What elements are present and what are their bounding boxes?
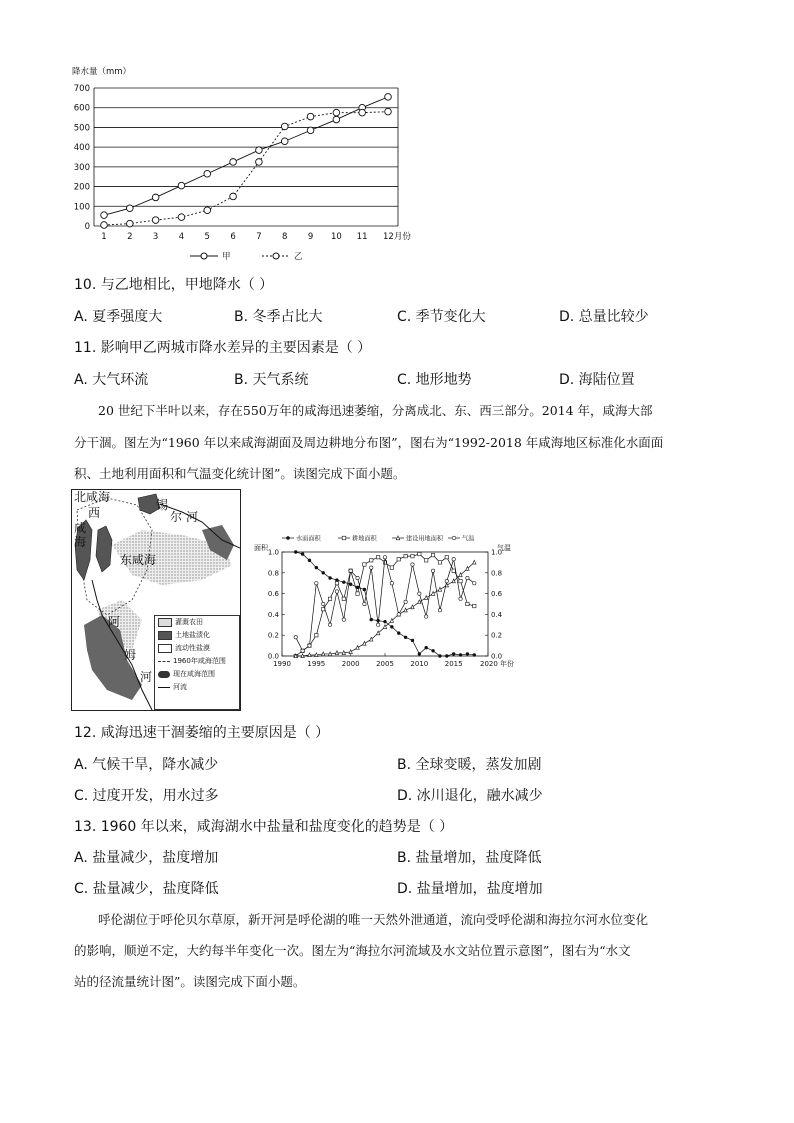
data-point: [204, 207, 211, 214]
y-tick-label: 600: [73, 103, 90, 114]
x-tick-label: 4: [178, 232, 185, 242]
river-line-icon: [158, 687, 170, 688]
data-point: [127, 220, 134, 227]
passage-2-line-1: 呼伦湖位于呼伦贝尔草原，新开河是呼伦湖的唯一天然外泄通道，流向受呼伦湖和海拉尔河水位变化: [98, 912, 649, 927]
y-tick-label: 700: [73, 84, 90, 94]
question-11: 11. 影响甲乙两城市降水差异的主要因素是（ ）: [74, 340, 372, 356]
data-point: [281, 123, 288, 130]
precipitation-chart-svg: [60, 62, 420, 267]
q11-option-b[interactable]: B. 天气系统: [234, 372, 309, 388]
data-point: [342, 597, 345, 600]
data-point: [431, 649, 434, 652]
data-point: [363, 588, 366, 591]
legend-river: 河流: [155, 681, 239, 694]
data-point: [425, 596, 428, 600]
data-point: [370, 618, 373, 621]
data-point: [322, 602, 325, 605]
data-point: [404, 636, 407, 639]
passage-1-line-3: 积、土地利用面积和气温变化统计图”。读图完成下面小题。: [74, 466, 406, 481]
data-point: [363, 602, 366, 605]
map-label-west-1: 西: [88, 506, 101, 520]
data-point: [127, 205, 134, 212]
map-legend: [154, 615, 240, 710]
x-tick-label: 9: [307, 232, 314, 242]
data-point: [281, 138, 288, 145]
data-point: [425, 559, 428, 562]
salt-desert-swatch-icon: [158, 644, 172, 653]
y-tick-label: 200: [73, 182, 90, 193]
x-tick-label: 2015: [444, 660, 463, 668]
data-point: [390, 625, 393, 628]
x-tick-label: 11: [356, 232, 368, 242]
x-tick-label: 2: [127, 232, 133, 242]
q13-option-a[interactable]: A. 盐量减少，盐度增加: [74, 850, 219, 866]
left-axis-title: 面积: [254, 544, 268, 552]
data-point: [431, 553, 434, 556]
data-point: [445, 654, 448, 657]
q10-option-a[interactable]: A. 夏季强度大: [74, 309, 163, 325]
q13-option-d[interactable]: D. 盐量增加，盐度增加: [397, 881, 543, 897]
legend-irrigated: 灌溉农田: [155, 616, 239, 629]
data-point: [152, 194, 159, 201]
legend-label: 气温: [462, 535, 475, 543]
data-point: [307, 113, 314, 120]
left-tick-label: 0.0: [267, 652, 279, 661]
q12-option-b[interactable]: B. 全球变暖，蒸发加剧: [397, 757, 542, 773]
map-label-north-aral: 北咸海: [74, 490, 111, 504]
y-tick-label: 0: [84, 222, 90, 232]
map-label-west-3: 海: [74, 535, 87, 549]
x-tick-label: 2000: [341, 660, 360, 668]
y-axis-title: 降水量（mm）: [72, 67, 132, 77]
data-point: [385, 108, 392, 115]
data-point: [438, 561, 441, 564]
q12-option-a[interactable]: A. 气候干旱，降水减少: [74, 757, 219, 773]
data-point: [431, 569, 434, 572]
data-point: [466, 576, 469, 579]
legend-marker-jia: [201, 253, 207, 259]
data-point: [204, 170, 211, 177]
data-point: [315, 566, 318, 569]
q13-option-b[interactable]: B. 盐量增加，盐度降低: [397, 850, 542, 866]
data-point: [425, 615, 428, 618]
series-line-yi: [104, 112, 388, 225]
data-point: [418, 652, 421, 655]
data-point: [397, 631, 400, 634]
data-point: [256, 159, 263, 166]
data-point: [356, 646, 359, 650]
data-point: [322, 571, 325, 574]
data-point: [349, 583, 352, 586]
data-point: [376, 623, 379, 626]
data-point: [349, 650, 352, 654]
aral-sea-map: [71, 489, 241, 711]
data-point: [363, 563, 366, 566]
data-point: [328, 576, 331, 579]
q11-option-c[interactable]: C. 地形地势: [397, 372, 472, 388]
data-point: [359, 109, 366, 116]
data-point: [308, 644, 311, 647]
data-point: [459, 579, 462, 582]
data-point: [418, 552, 421, 555]
left-tick-label: 0.4: [267, 610, 279, 619]
legend-label-jia: 甲: [222, 252, 231, 262]
legend-marker: [452, 536, 456, 540]
data-point: [335, 582, 338, 585]
data-point: [438, 587, 441, 591]
passage-1-line-1: 20 世纪下半叶以来，存在550万年的咸海迅速萎缩，分离成北、东、西三部分。2014 年，咸海大部: [98, 403, 653, 418]
data-point: [230, 159, 237, 166]
y-tick-label: 400: [73, 143, 90, 154]
data-point: [445, 579, 448, 582]
right-tick-label: 0.8: [491, 569, 503, 578]
data-point: [411, 554, 414, 557]
data-point: [333, 116, 340, 123]
data-point: [404, 600, 407, 603]
legend-1960-extent: 1960年咸海范围: [155, 655, 239, 668]
data-point: [438, 654, 441, 657]
q11-option-a[interactable]: A. 大气环流: [74, 372, 149, 388]
left-tick-label: 0.6: [267, 590, 279, 599]
x-tick-label: 7: [256, 232, 262, 242]
aral-trend-chart-svg: [252, 530, 520, 680]
data-point: [411, 563, 414, 566]
legend-salinized: 土地盐渍化: [155, 629, 239, 642]
legend-salt-desert: 流动性盐漠: [155, 642, 239, 655]
q10-option-b[interactable]: B. 冬季占比大: [234, 309, 323, 325]
data-point: [459, 653, 462, 656]
q13-option-c[interactable]: C. 盐量减少，盐度降低: [74, 881, 219, 897]
map-label-amu-3: 河: [140, 670, 153, 684]
x-tick-label: 1: [101, 232, 107, 242]
data-point: [466, 602, 469, 605]
data-point: [383, 556, 386, 559]
map-label-syr-2: 尔: [170, 510, 183, 524]
precipitation-chart: [60, 62, 420, 267]
q10-option-c[interactable]: C. 季节变化大: [397, 309, 486, 325]
data-point: [452, 558, 455, 561]
q12-option-c[interactable]: C. 过度开发，用水过多: [74, 788, 219, 804]
irrigated-swatch-icon: [158, 618, 172, 627]
data-point: [328, 597, 331, 600]
data-point: [438, 609, 441, 612]
data-point: [356, 576, 359, 579]
map-label-syr-1: 锡: [156, 498, 169, 512]
data-point: [328, 623, 331, 626]
data-point: [349, 569, 352, 572]
data-point: [376, 556, 379, 559]
data-point: [425, 646, 428, 649]
lake-swatch-icon: [158, 671, 170, 678]
right-axis-title: 气温: [497, 544, 511, 552]
x-tick-label: 6: [230, 232, 236, 242]
data-point: [178, 182, 185, 189]
data-point: [308, 559, 311, 562]
data-point: [256, 147, 263, 154]
data-point: [294, 636, 297, 639]
data-point: [473, 560, 476, 564]
left-tick-label: 0.2: [267, 631, 279, 640]
data-point: [301, 649, 304, 652]
x-tick-label: 2005: [376, 660, 394, 668]
data-point: [315, 582, 318, 585]
right-tick-label: 0.0: [491, 652, 503, 661]
question-12: 12. 咸海迅速干涸萎缩的主要原因是（ ）: [74, 725, 330, 741]
data-point: [411, 639, 414, 642]
salinized-swatch-icon: [158, 631, 172, 640]
data-point: [404, 554, 407, 557]
x-tick-label: 2020 年份: [480, 660, 515, 668]
data-point: [397, 613, 400, 616]
data-point: [411, 605, 414, 609]
x-tick-label: 10: [330, 232, 342, 242]
data-point: [466, 652, 469, 655]
left-tick-label: 1.0: [267, 548, 279, 557]
legend-marker: [286, 536, 290, 540]
passage-2-line-2: 的影响，顺逆不定，大约每半年变化一次。图左为“海拉尔河流域及水文站位置示意图”，图右为“水文: [74, 943, 631, 958]
data-point: [315, 634, 318, 637]
legend-marker: [342, 536, 346, 540]
data-point: [342, 580, 345, 583]
series-line-jia: [104, 97, 388, 215]
legend-marker-yi: [273, 253, 279, 259]
x-tick-label: 1995: [307, 660, 326, 668]
data-point: [397, 558, 400, 561]
legend-label: 耕地面积: [352, 535, 377, 543]
question-10: 10. 与乙地相比，甲地降水（ ）: [74, 277, 274, 293]
data-point: [335, 590, 338, 593]
data-point: [363, 641, 366, 645]
q12-option-d[interactable]: D. 冰川退化，融水减少: [397, 788, 543, 804]
data-point: [390, 582, 393, 585]
map-label-east-aral: 东咸海: [120, 553, 157, 567]
data-point: [152, 217, 159, 224]
aral-trend-chart: [252, 530, 520, 680]
data-point: [178, 214, 185, 221]
data-point: [101, 222, 108, 229]
data-point: [431, 592, 434, 596]
x-tick-label: 3: [152, 232, 159, 242]
data-point: [390, 566, 393, 569]
x-tick-label: 8: [282, 232, 288, 242]
passage-1-line-2: 分干涸。图左为“1960 年以来咸海湖面及周边耕地分布图”，图右为“1992-2018 年咸海地区标准化水面面: [74, 435, 664, 450]
passage-2-line-3: 站的径流量统计图”。读图完成下面小题。: [74, 974, 306, 989]
dashed-line-icon: [158, 661, 170, 662]
q10-option-d[interactable]: D. 总量比较少: [559, 309, 649, 325]
left-tick-label: 0.8: [267, 569, 279, 578]
data-point: [383, 620, 386, 623]
y-tick-label: 500: [73, 123, 90, 134]
right-tick-label: 1.0: [491, 548, 503, 557]
legend-label: 建设用地面积: [406, 535, 444, 543]
data-point: [101, 212, 108, 219]
map-label-syr-3: 河: [186, 510, 199, 524]
data-point: [370, 559, 373, 562]
right-tick-label: 0.4: [491, 610, 503, 619]
data-point: [294, 550, 297, 553]
data-point: [370, 566, 373, 569]
data-point: [307, 127, 314, 134]
data-point: [473, 604, 476, 607]
map-label-amu-2: 姆: [124, 648, 137, 662]
x-tick-label: 12月份: [383, 232, 411, 242]
y-tick-label: 100: [73, 202, 90, 213]
legend-label: 水面面积: [296, 535, 321, 543]
question-13: 13. 1960 年以来，咸海湖水中盐量和盐度变化的趋势是（ ）: [74, 819, 454, 835]
x-tick-label: 2010: [410, 660, 429, 668]
legend-label-yi: 乙: [294, 252, 303, 262]
data-point: [301, 552, 304, 555]
map-label-amu-1: 阿: [108, 615, 121, 629]
data-point: [418, 600, 421, 604]
y-tick-label: 300: [73, 162, 90, 173]
data-point: [459, 597, 462, 600]
data-point: [445, 556, 448, 559]
right-tick-label: 0.6: [491, 590, 503, 599]
data-point: [333, 109, 340, 116]
data-point: [356, 592, 359, 595]
data-point: [473, 582, 476, 585]
data-point: [452, 569, 455, 572]
map-label-west-2: 咸: [74, 521, 87, 535]
data-point: [230, 193, 237, 200]
q11-option-d[interactable]: D. 海陆位置: [559, 372, 635, 388]
data-point: [452, 652, 455, 655]
data-point: [342, 618, 345, 621]
right-tick-label: 0.2: [491, 631, 503, 640]
x-tick-label: 1990: [273, 660, 291, 668]
data-point: [385, 94, 392, 101]
data-point: [473, 653, 476, 656]
data-point: [418, 592, 421, 595]
legend-current-extent: 现在咸海范围: [155, 668, 239, 681]
x-tick-label: 5: [204, 232, 210, 242]
